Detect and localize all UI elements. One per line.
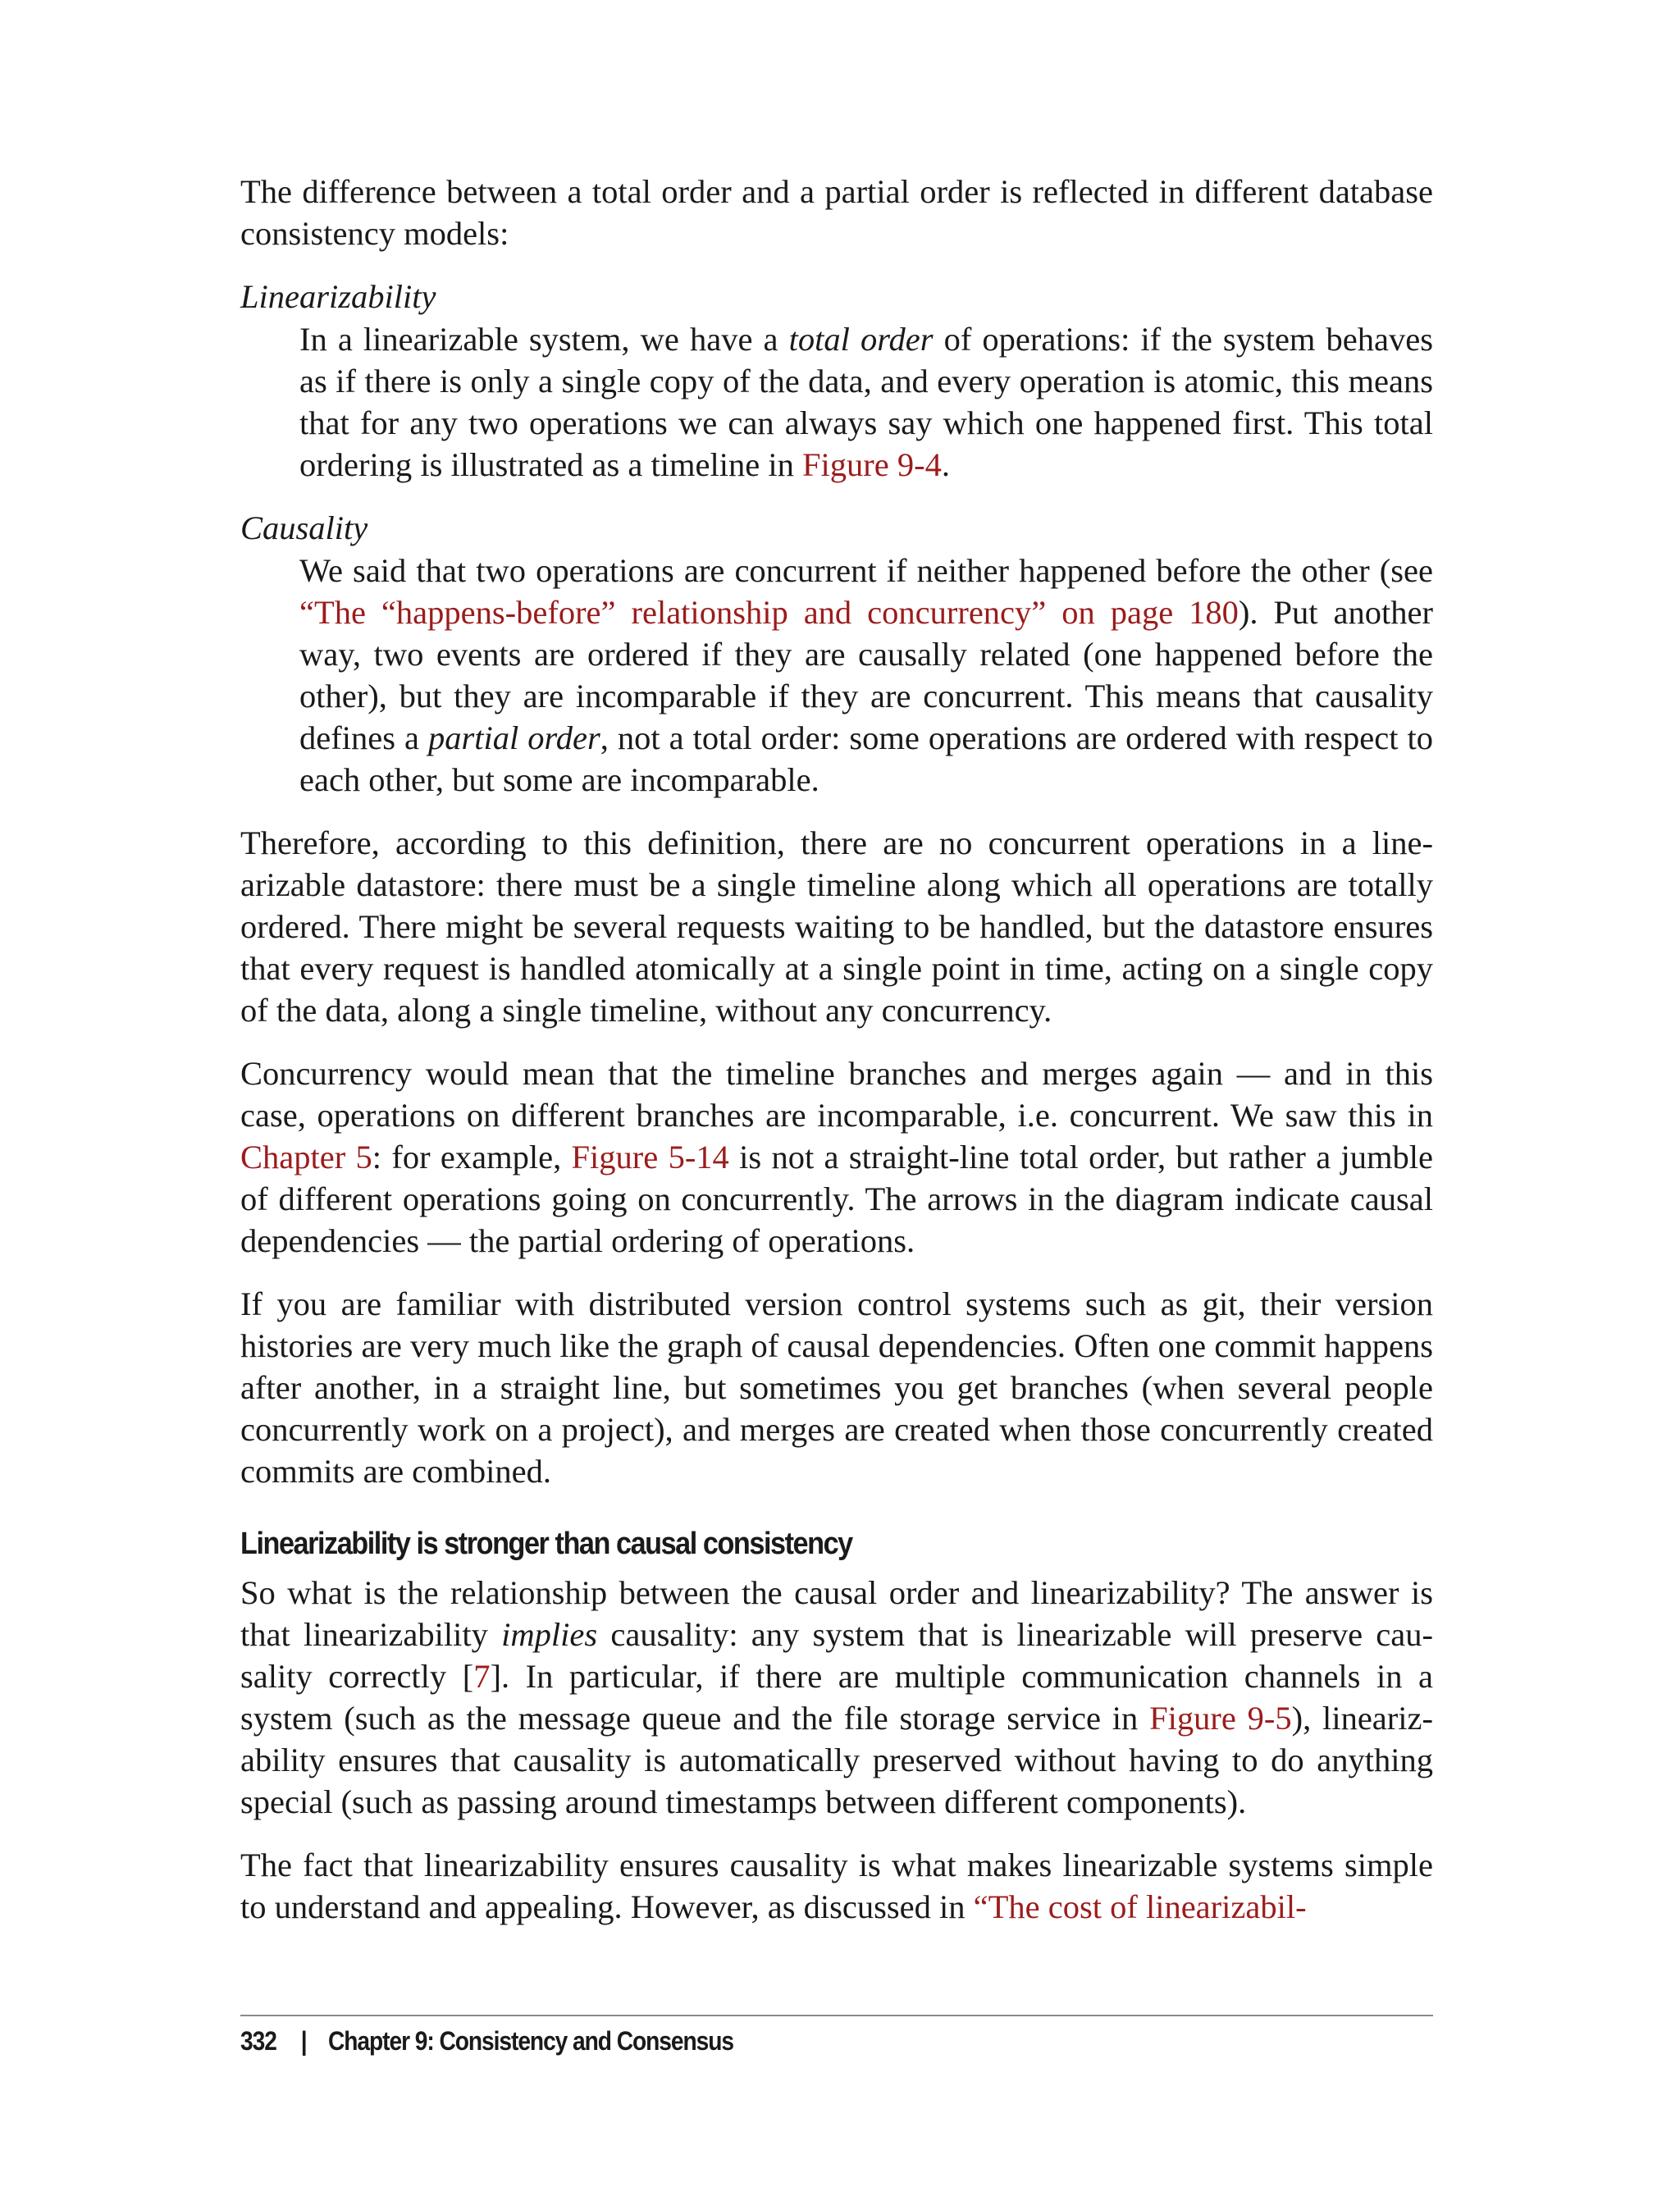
link-happens-before-section[interactable]: “The “happens-before” relationship and concurrency” on page 180 [299,594,1239,631]
chapter-title: Chapter 9: Consistency and Consensus [327,2026,733,2056]
paragraph-relationship: So what is the relationship between the causal order and linearizability? The answer is that linearizability implies causality: any system that is linearizable will preserve causality correctly [7]. In particular, if there are multiple communication channels in a system (such as the message queue and the file storage service in Figure 9-5), linearizability ensures that causality is automatically preserved without having to do anything special (such as passing around timestamps between different components). [240,1574,1433,1820]
link-figure-9-4[interactable]: Figure 9-4 [801,446,942,483]
paragraph-fact: The fact that linearizability ensures causality is what makes linearizable systems simple to understand and appealing. However, as discussed in “The cost of linearizabil- [240,1847,1433,1925]
page-footer [240,2023,733,2059]
link-reference-7[interactable]: 7 [473,1658,491,1695]
page-body [240,171,1433,1949]
term-linearizability: Linearizability [240,278,436,315]
emphasis-partial-order: partial order [427,719,600,756]
emphasis-implies: implies [501,1616,598,1653]
page-number: 332 [240,2026,276,2056]
footer-separator: | [300,2026,307,2056]
term-causality: Causality [240,509,368,546]
link-figure-9-5[interactable]: Figure 9-5 [1149,1700,1292,1737]
definition-text-causality: We said that two operations are concurrent if neither happened before the other (see “The “happens-before” relationship and concurrency” on page 180). Put another way, two events are ordered if they are causally related (one happened before the other), but they are incomparable if they are concurrent. This means that causality defines a partial order, not a total order: some operations are ordered with respect to each other, but some are incomparable. [299,552,1433,798]
link-cost-of-linearizability[interactable]: “The cost of linearizabil- [973,1888,1307,1925]
intro-paragraph: The difference between a total order and a partial order is reflected in different database consistency models: [240,173,1433,252]
link-figure-5-14[interactable]: Figure 5-14 [571,1139,729,1176]
definition-text-linearizability: In a linearizable system, we have a total order of operations: if the system behaves as if there is only a single copy of the data, and every operation is atomic, this means that for any two operations we can always say which one happened first. This total ordering is illustrated as a timeline in Figure 9-4. [299,321,1433,483]
emphasis-total-order: total order [788,321,934,358]
definition-causality [240,507,1433,801]
section-heading: Linearizability is stronger than causal consistency [240,1527,852,1561]
paragraph-concurrency: Concurrency would mean that the timeline branches and merges again — and in this case, operations on different branches are incomparable, i.e. concurrent. We saw this in Chapter 5: for example, Figure 5-14 is not a straight-line total order, but rather a jumble of different operations going on concurrently. The arrows in the diagram indicate causal dependencies — the partial ordering of operations. [240,1055,1433,1259]
link-chapter-5[interactable]: Chapter 5 [240,1139,372,1176]
definition-linearizability [240,276,1433,486]
paragraph-git: If you are familiar with distributed version control systems such as git, their version histories are very much like the graph of causal dependencies. Often one commit happens after another, in a straight line, but sometimes you get branches (when several people concurrently work on a project), and merges are created when those concurrently created commits are combined. [240,1285,1433,1490]
footer-divider [240,2015,1433,2016]
paragraph-therefore: Therefore, according to this definition, there are no concurrent operations in a linearizable datastore: there must be a single timeline along which all operations are totally ordered. There might be several requests waiting to be handled, but the datastore ensures that every request is handled atomically at a single point in time, acting on a single copy of the data, along a single timeline, without any concurrency. [240,824,1433,1029]
